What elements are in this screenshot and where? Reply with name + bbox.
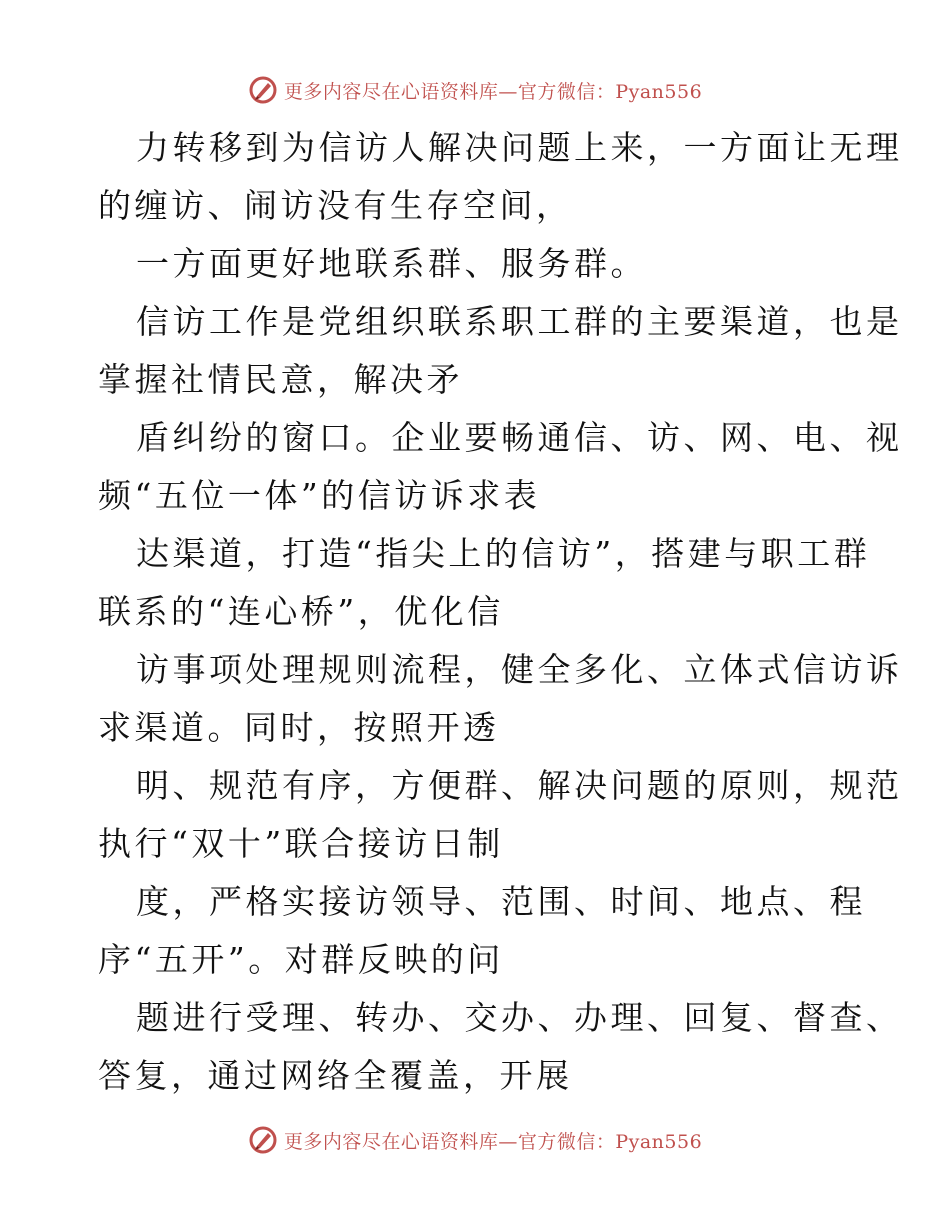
header-banner xyxy=(0,72,950,108)
text-line: 联系的“连心桥”，优化信 xyxy=(98,592,504,631)
header-banner-text: 更多内容尽在心语资料库—官方微信：Pyan556 xyxy=(283,80,703,103)
text-line: 执行“双十”联合接访日制 xyxy=(98,824,504,863)
text-line: 掌握社情民意，解决矛 xyxy=(98,360,463,399)
text-line: 访事项处理规则流程，健全多化、立体式信访诉 xyxy=(136,650,903,689)
pen-logo-icon xyxy=(248,75,278,105)
text-line: 度，严格实接访领导、范围、时间、地点、程 xyxy=(136,882,866,921)
text-line: 一方面更好地联系群、服务群。 xyxy=(136,244,647,283)
text-line: 的缠访、闹访没有生存空间， xyxy=(98,186,573,225)
text-line: 力转移到为信访人解决问题上来，一方面让无理 xyxy=(136,128,903,167)
footer-banner xyxy=(0,1122,950,1158)
text-line: 信访工作是党组织联系职工群的主要渠道，也是 xyxy=(136,302,903,341)
text-line: 求渠道。同时，按照开透 xyxy=(98,708,500,747)
text-line: 明、规范有序，方便群、解决问题的原则，规范 xyxy=(136,766,903,805)
pen-logo-icon xyxy=(248,1125,278,1155)
text-line: 题进行受理、转办、交办、办理、回复、督查、 xyxy=(136,998,903,1037)
text-line: 答复，通过网络全覆盖，开展 xyxy=(98,1056,573,1095)
text-line: 频“五位一体”的信访诉求表 xyxy=(98,476,541,515)
text-line: 盾纠纷的窗口。企业要畅通信、访、网、电、视 xyxy=(136,418,903,457)
text-line: 序“五开”。对群反映的问 xyxy=(98,940,504,979)
text-line: 达渠道，打造“指尖上的信访”，搭建与职工群 xyxy=(136,534,871,573)
footer-banner-text: 更多内容尽在心语资料库—官方微信：Pyan556 xyxy=(283,1130,703,1153)
